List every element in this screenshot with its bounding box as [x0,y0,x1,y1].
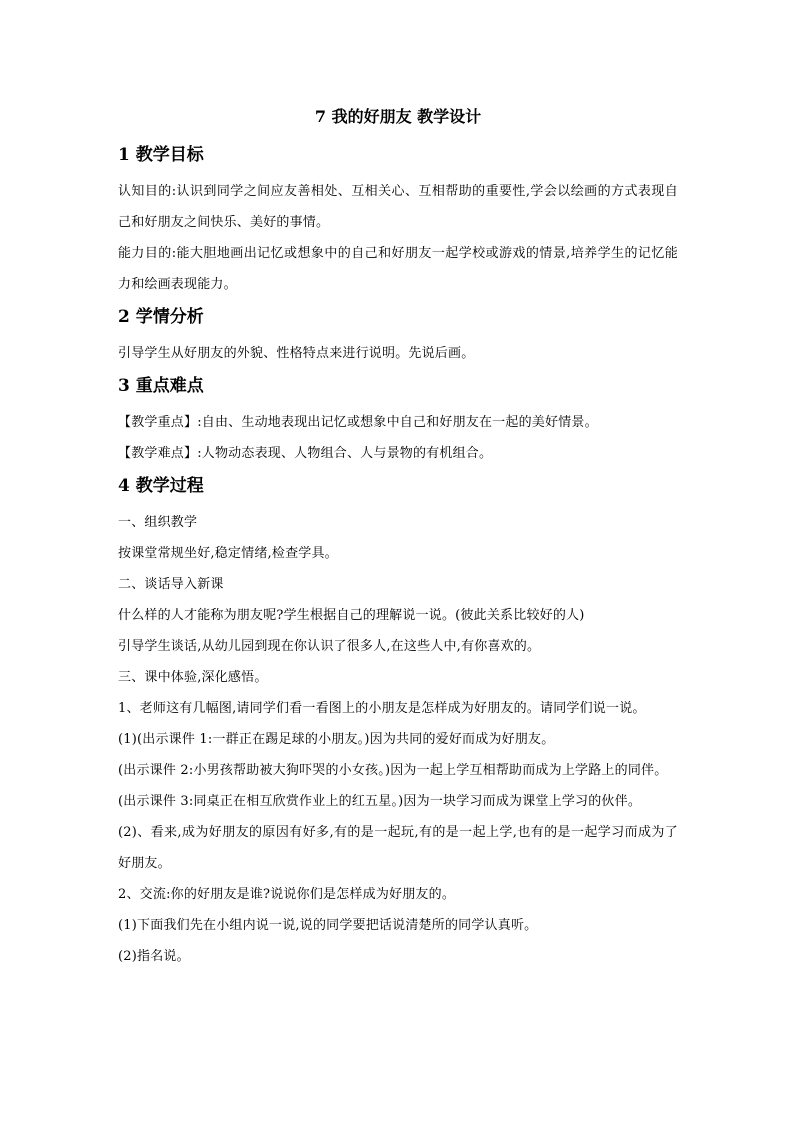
paragraph: 一、组织教学 [118,515,198,530]
paragraph: 【教学难点】:人物动态表现、人物组合、人与景物的有机组合。 [118,446,493,461]
paragraph: (2)指名说。 [118,949,190,964]
paragraph: 1、老师这有几幅图,请同学们看一看图上的小朋友是怎样成为好朋友的。请同学们说一说。 [118,701,646,716]
paragraph: 引导学生从好朋友的外貌、性格特点来进行说明。先说后画。 [118,346,475,361]
section-heading-key-points: 3 重点难点 [118,376,204,396]
paragraph: 能力目的:能大胆地画出记忆或想象中的自己和好朋友一起学校或游戏的情景,培养学生的记忆能力和绘画表现能力。 [118,246,678,292]
paragraph: 2、交流:你的好朋友是谁?说说你们是怎样成为好朋友的。 [118,887,456,902]
paragraph: (1)(出示课件 1:一群正在踢足球的小朋友。)因为共同的爱好而成为好朋友。 [118,732,555,747]
paragraph: 认知目的:认识到同学之间应友善相处、互相关心、互相帮助的重要性,学会以绘画的方式表现自己和好朋友之间快乐、美好的事情。 [118,184,678,230]
paragraph: (2)、看来,成为好朋友的原因有好多,有的是一起玩,有的是一起上学,也有的是一起学习而成为了好朋友。 [118,825,678,871]
paragraph: 三、课中体验,深化感悟。 [118,670,268,685]
paragraph: 按课堂常规坐好,稳定情绪,检查学具。 [118,546,338,561]
section-heading-analysis: 2 学情分析 [118,307,204,327]
paragraph: (1)下面我们先在小组内说一说,说的同学要把话说清楚所的同学认真听。 [118,918,538,933]
paragraph: (出示课件 3:同桌正在相互欣赏作业上的红五星。)因为一块学习而成为课堂上学习的伙伴。 [118,794,642,809]
paragraph: 引导学生谈话,从幼儿园到现在你认识了很多人,在这些人中,有你喜欢的。 [118,639,541,654]
paragraph: 【教学重点】:自由、生动地表现出记忆或想象中自己和好朋友在一起的美好情景。 [118,415,598,430]
section-heading-objectives: 1 教学目标 [118,145,204,165]
paragraph: (出示课件 2:小男孩帮助被大狗吓哭的小女孩。)因为一起上学互相帮助而成为上学路上的同伴。 [118,763,668,778]
paragraph: 二、谈话导入新课 [118,577,224,592]
section-heading-process: 4 教学过程 [118,476,204,496]
document-title: 7 我的好朋友 教学设计 [314,107,482,126]
document-body [118,104,678,972]
paragraph: 什么样的人才能称为朋友呢?学生根据自己的理解说一说。(彼此关系比较好的人) [118,608,585,623]
